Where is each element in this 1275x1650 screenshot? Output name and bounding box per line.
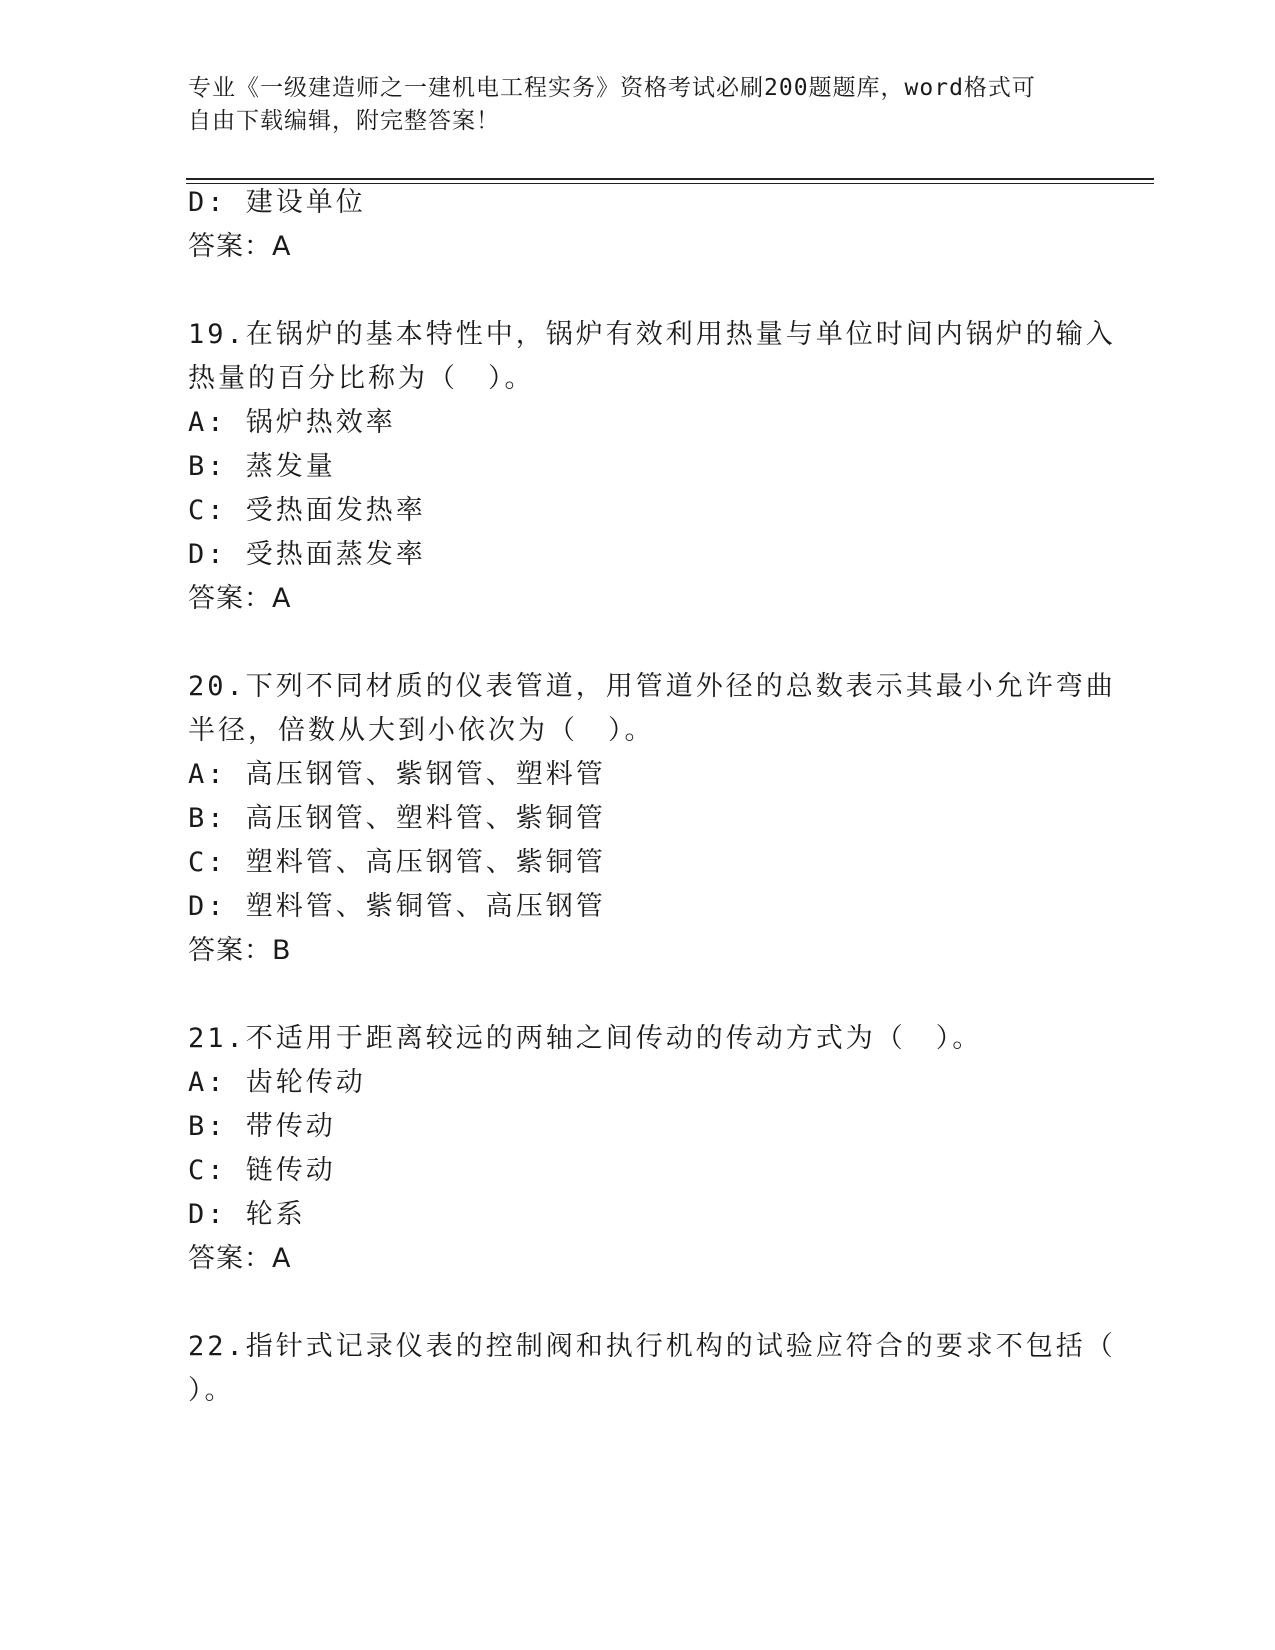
question-21-option-b: B: 带传动 [188, 1111, 336, 1142]
prev-question-answer: 答案：A [188, 231, 292, 262]
question-19-option-b: B: 蒸发量 [188, 451, 336, 482]
header-divider [186, 178, 1154, 184]
question-20-option-a: A: 高压钢管、紫钢管、塑料管 [188, 759, 606, 790]
question-22-stem-line-1: 22.指针式记录仪表的控制阀和执行机构的试验应符合的要求不包括（ [188, 1331, 1116, 1362]
question-21-answer: 答案：A [188, 1243, 292, 1274]
question-20-option-c: C: 塑料管、高压钢管、紫铜管 [188, 847, 606, 878]
question-20-option-b: B: 高压钢管、塑料管、紫铜管 [188, 803, 606, 834]
question-21-stem-line-1: 21.不适用于距离较远的两轴之间传动的传动方式为（ ）。 [188, 1023, 983, 1054]
question-20-stem-line-1: 20.下列不同材质的仪表管道，用管道外径的总数表示其最小允许弯曲 [188, 671, 1116, 702]
question-20-answer: 答案：B [188, 935, 292, 966]
question-20-stem-line-2: 半径，倍数从大到小依次为（ ）。 [188, 715, 655, 746]
header-title-line-2: 自由下载编辑，附完整答案！ [188, 108, 500, 134]
header-title-line-1: 专业《一级建造师之一建机电工程实务》资格考试必刷200题题库，word格式可 [188, 75, 1036, 101]
question-21-option-c: C: 链传动 [188, 1155, 336, 1186]
question-19-stem-line-1: 19.在锅炉的基本特性中，锅炉有效利用热量与单位时间内锅炉的输入 [188, 319, 1116, 350]
question-19-answer: 答案：A [188, 583, 292, 614]
question-19-option-a: A: 锅炉热效率 [188, 407, 396, 438]
prev-question-option-d: D: 建设单位 [188, 187, 366, 218]
question-19-stem-line-2: 热量的百分比称为（ ）。 [188, 363, 535, 394]
document-header [188, 72, 1068, 138]
question-22-stem-line-2: ）。 [188, 1375, 235, 1406]
question-19-option-c: C: 受热面发热率 [188, 495, 426, 526]
question-21-option-d: D: 轮系 [188, 1199, 306, 1230]
question-19-option-d: D: 受热面蒸发率 [188, 539, 426, 570]
question-20-option-d: D: 塑料管、紫铜管、高压钢管 [188, 891, 606, 922]
question-21-option-a: A: 齿轮传动 [188, 1067, 366, 1098]
